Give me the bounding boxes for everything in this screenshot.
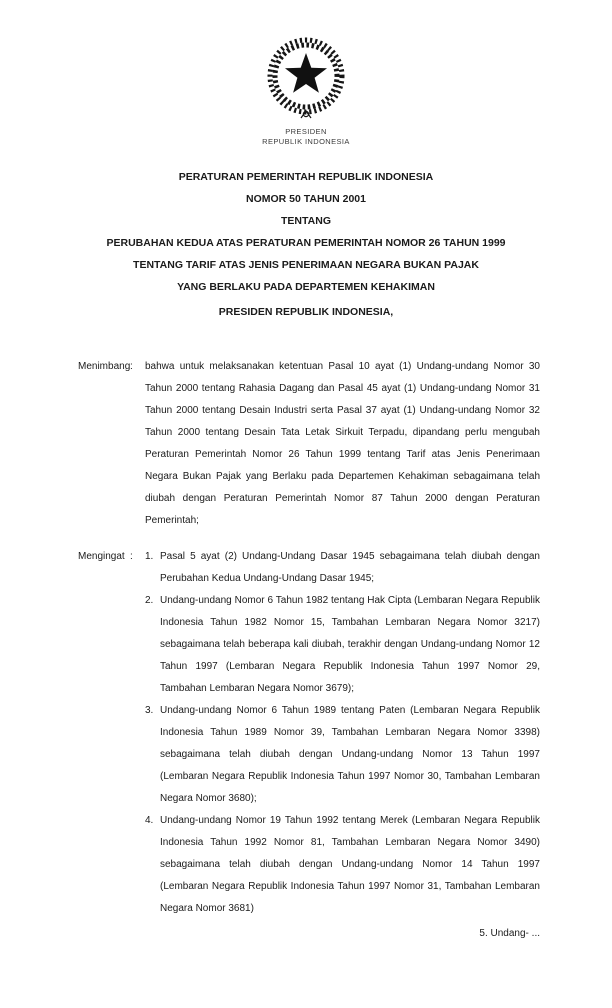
star-icon	[285, 53, 327, 93]
legal-item	[145, 590, 540, 700]
document-title	[36, 166, 576, 298]
title-line-6: YANG BERLAKU PADA DEPARTEMEN KEHAKIMAN	[177, 281, 435, 293]
legal-item-number: 2.	[145, 595, 154, 606]
legal-item-text: Undang-undang Nomor 6 Tahun 1982 tentang Hak Cipta (Lembaran Negara Republik Indonesia Tahun 1982 Nomor 15, Tambahan Lembaran Negara Nomor 3217) sebagaimana telah beberapa kali diubah, terakhir dengan Undang-undang Nomor 12 Tahun 1997 (Lembaran Negara Republik Indonesia Tahun 1997 Nomor 29, Tambahan Lembaran Negara Nomor 3679);	[160, 595, 540, 694]
legal-item-number: 1.	[145, 551, 154, 562]
menimbang-section	[78, 356, 540, 532]
mengingat-colon: :	[130, 551, 133, 562]
legal-item	[145, 700, 540, 810]
seal-caption-line2: REPUBLIK INDONESIA	[262, 137, 350, 146]
menimbang-colon: :	[130, 361, 133, 372]
title-line-3: TENTANG	[281, 215, 331, 227]
menimbang-label: Menimbang	[78, 361, 131, 372]
seal-caption	[0, 127, 612, 147]
seal-graphic	[261, 34, 351, 126]
legal-item-text: Undang-undang Nomor 6 Tahun 1989 tentang Paten (Lembaran Negara Republik Indonesia Tahun 1989 Nomor 39, Tambahan Lembaran Negara Nomor 3398) sebagaimana telah diubah dengan Undang-undang Nomor 13 Tahun 1997 (Lembaran Negara Republik Indonesia Tahun 1997 Nomor 30, Tambahan Lembaran Negara Nomor 3680);	[160, 705, 540, 804]
legal-item-number: 3.	[145, 705, 154, 716]
legal-item	[145, 810, 540, 920]
menimbang-text: bahwa untuk melaksanakan ketentuan Pasal 10 ayat (1) Undang-undang Nomor 30 Tahun 2000 tentang Rahasia Dagang dan Pasal 45 ayat (1) Undang-undang Nomor 31 Tahun 2000 tentang Desain Industri serta Pasal 37 ayat (1) Undang-undang Nomor 32 Tahun 2000 tentang Desain Tata Letak Sirkuit Terpadu, dipandang perlu mengubah Peraturan Pemerintah Nomor 26 Tahun 1999 tentang Tarif atas Jenis Penerimaan Negara Bukan Pajak yang Berlaku pada Departemen Kehakiman sebagaimana telah diubah dengan Peraturan Pemerintah Nomor 87 Tahun 2000 dengan Peraturan Pemerintah;	[145, 361, 540, 526]
mengingat-list	[145, 546, 540, 920]
mengingat-label: Mengingat	[78, 551, 125, 562]
presidential-seal	[0, 34, 612, 147]
mengingat-section	[78, 546, 540, 920]
title-line-1: PERATURAN PEMERINTAH REPUBLIK INDONESIA	[178, 171, 434, 183]
legal-item-text: Pasal 5 ayat (2) Undang-Undang Dasar 1945 sebagaimana telah diubah dengan Perubahan Kedua Undang-Undang Dasar 1945;	[160, 551, 540, 584]
title-line-5: TENTANG TARIF ATAS JENIS PENERIMAAN NEGARA BUKAN PAJAK	[133, 259, 479, 271]
title-line-2: NOMOR 50 TAHUN 2001	[245, 193, 366, 205]
seal-caption-line1: PRESIDEN	[285, 127, 327, 136]
legal-item	[145, 546, 540, 590]
salutation: PRESIDEN REPUBLIK INDONESIA,	[218, 306, 394, 318]
legal-item-text: Undang-undang Nomor 19 Tahun 1992 tentang Merek (Lembaran Negara Republik Indonesia Tahun 1992 Nomor 81, Tambahan Lembaran Negara Nomor 3490) sebagaimana telah diubah dengan Undang-undang Nomor 14 Tahun 1997 (Lembaran Negara Republik Indonesia Tahun 1997 Nomor 31, Tambahan Lembaran Negara Nomor 3681)	[160, 815, 540, 914]
title-line-4: PERUBAHAN KEDUA ATAS PERATURAN PEMERINTAH NOMOR 26 TAHUN 1999	[106, 237, 506, 249]
legal-item-number: 4.	[145, 815, 154, 826]
catchword: 5. Undang- ...	[479, 928, 540, 939]
